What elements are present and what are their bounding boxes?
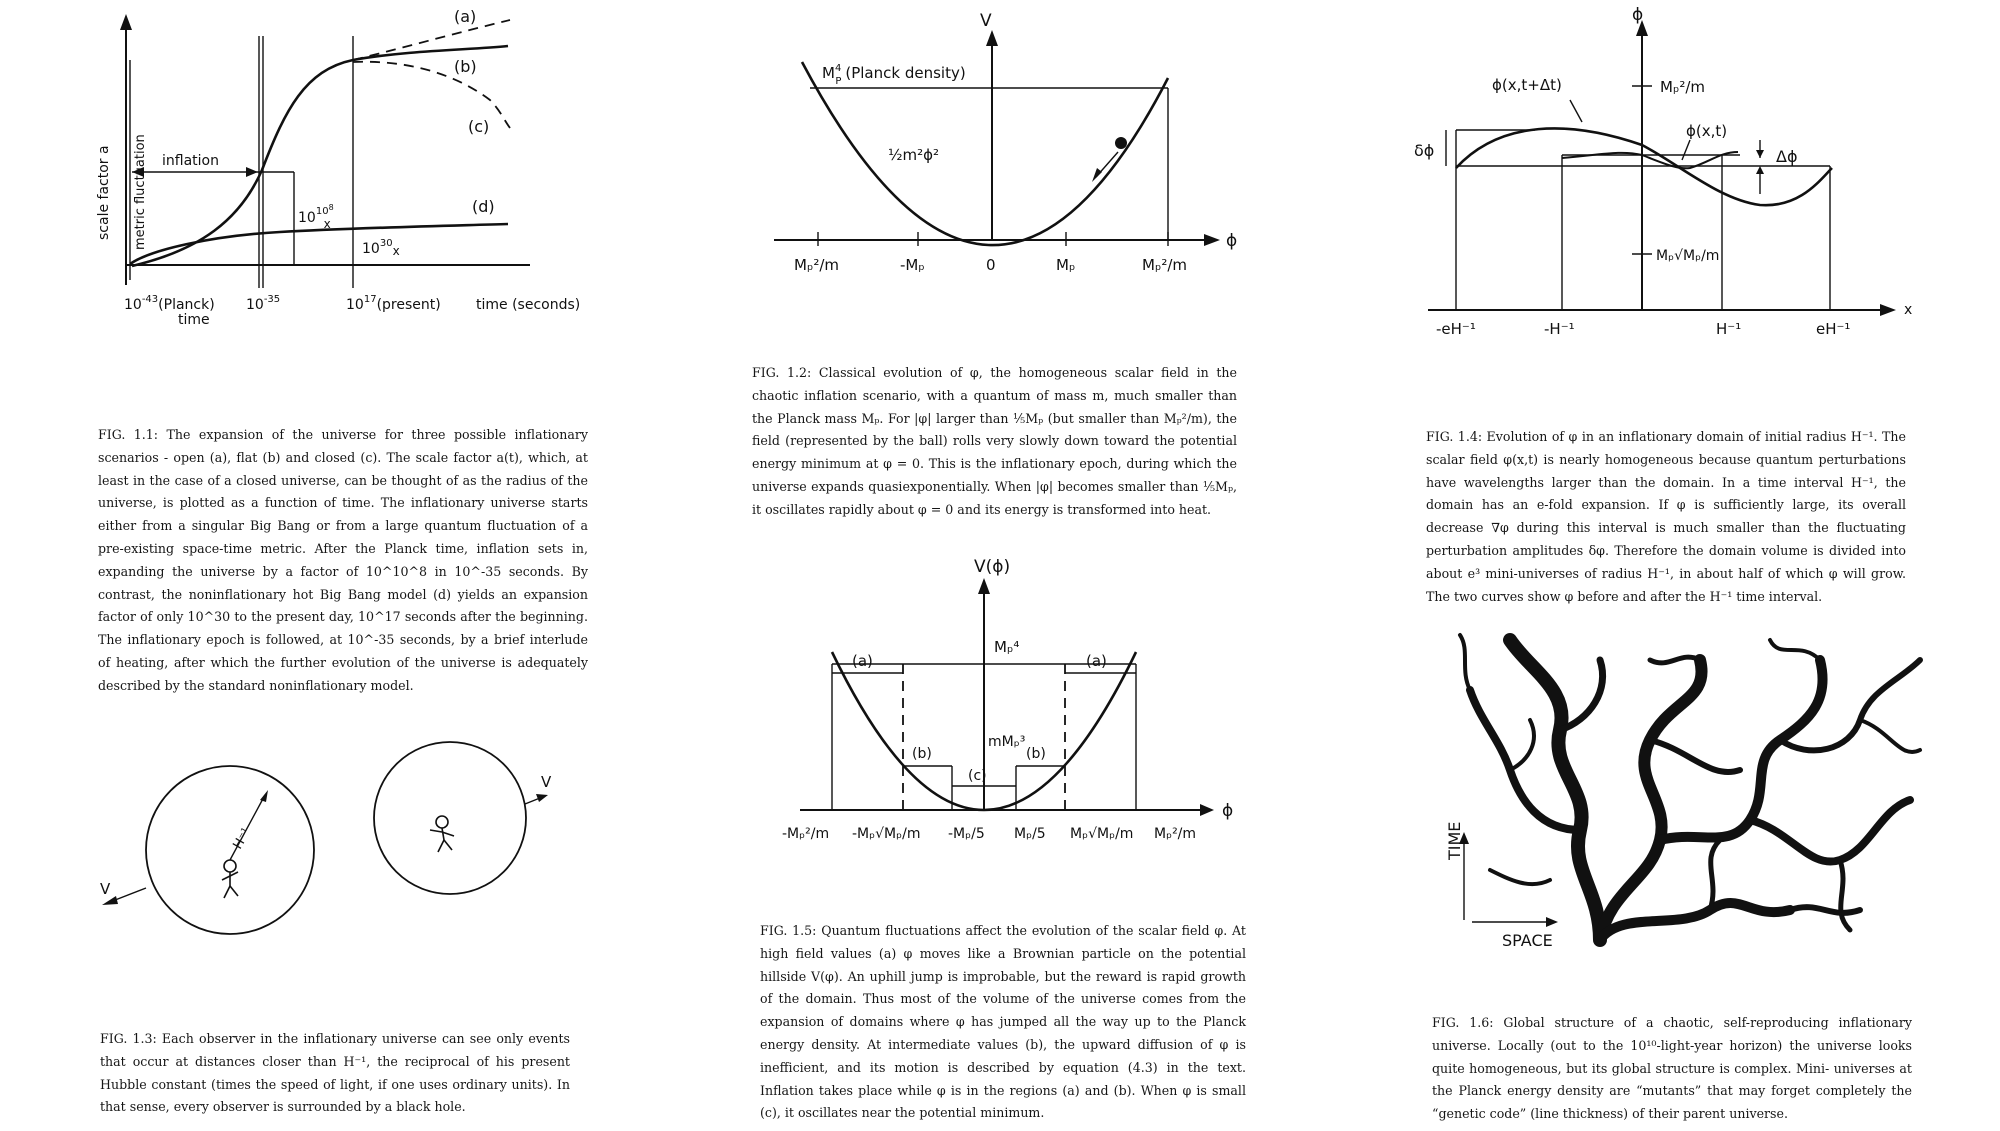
label-c: (c) xyxy=(968,768,987,784)
figure-1-6-plot xyxy=(1445,630,1950,950)
figure-1-4-plot xyxy=(1414,0,1980,340)
potential-label: ½m²ϕ² xyxy=(888,146,940,164)
curve-a xyxy=(353,20,510,60)
caption-text: FIG. 1.3: Each observer in the inflationary universe can see only events that occur at distances closer than H⁻¹, the reciprocal of his present Hubble constant (times the speed of light, if one uses ordinary units). In that sense, every observer is surrounded by a black hole. xyxy=(100,1031,570,1115)
x-axis-arrow xyxy=(1880,304,1896,316)
tick-planck: $10^{-43}(Planck)$ xyxy=(124,294,215,313)
time-label: TIME xyxy=(1445,821,1464,860)
phi-axis-arrow xyxy=(1204,234,1220,246)
tick-neg-h: -H⁻¹ xyxy=(1544,320,1575,338)
mp2m-label: Mₚ²/m xyxy=(1660,78,1706,96)
label-b-left: (b) xyxy=(912,746,932,762)
tick-label-3: 0 xyxy=(986,256,996,274)
pointer-phi-tdt xyxy=(1570,100,1582,122)
label-b-right: (b) xyxy=(1026,746,1046,762)
figure-1-4 xyxy=(1414,0,1980,340)
right-velocity-line xyxy=(525,798,540,804)
tick-3: -Mₚ/5 xyxy=(948,826,985,842)
right-v-label: V xyxy=(541,773,552,791)
label-a-right: (a) xyxy=(1086,652,1107,670)
factor-big: $10^{108}$ x xyxy=(298,203,334,231)
caption-fig-1-3 xyxy=(100,1028,570,1119)
ball xyxy=(1115,137,1127,149)
phi-axis-arrow xyxy=(1200,804,1214,816)
bracket-arrow-right xyxy=(246,167,258,177)
space-label: SPACE xyxy=(1502,931,1553,950)
caption-fig-1-5 xyxy=(760,920,1246,1125)
tick-planck-sub: time xyxy=(178,312,210,328)
phi-t-dt-label: ϕ(x,t+Δt) xyxy=(1492,76,1562,94)
caption-text: FIG. 1.1: The expansion of the universe for three possible inflationary scenarios - open (a), flat (b) and closed (c). The scale factor a(t), which, at least in the case of a closed universe, can be thought of as the radius of the universe, is plotted as a function of time. The inflationary universe starts either from a singular Big Bang or from a large quantum fluctuation of a pre-existing space-time metric. After the Planck time, inflation sets in, expanding the universe by a factor of 10^10^8 in 10^-35 seconds. By contrast, the noninflationary hot Big Bang model (d) yields an expansion factor of only 10^30 to the present day, 10^17 seconds after the beginning. The inflationary epoch is followed, at 10^-35 seconds, by a brief interlude of heating, after which the further evolution of the universe is adequately described by the standard noninflationary model. xyxy=(98,427,588,693)
tick-label-2: -Mₚ xyxy=(900,256,925,274)
label-a: (a) xyxy=(454,7,477,26)
tick-label-4: Mₚ xyxy=(1056,256,1076,274)
caption-fig-1-4 xyxy=(1426,426,1906,608)
phi-axis-label: ϕ xyxy=(1226,231,1238,251)
tick-6: Mₚ²/m xyxy=(1154,826,1197,842)
label-c: (c) xyxy=(468,117,490,136)
y-axis-arrow xyxy=(120,14,132,30)
delta-phi-big-label: Δϕ xyxy=(1776,147,1798,166)
radius-arrow xyxy=(260,790,268,802)
y-axis-sublabel: metric fluctuation xyxy=(133,134,148,250)
v-axis-arrow xyxy=(978,578,990,594)
pointer-phi-t xyxy=(1682,140,1690,160)
phi-axis-label: ϕ xyxy=(1222,801,1234,821)
delta-phi-small-label: δϕ xyxy=(1414,141,1435,160)
potential-curve xyxy=(802,62,1168,245)
caption-fig-1-1 xyxy=(98,424,588,698)
caption-fig-1-2 xyxy=(752,362,1237,522)
tick-2: -Mₚ√Mₚ/m xyxy=(852,826,921,842)
radius-label: H⁻¹ xyxy=(230,825,255,852)
tick-1: -Mₚ²/m xyxy=(782,826,830,842)
figure-1-3 xyxy=(90,770,610,930)
figure-1-3-plot xyxy=(90,770,610,930)
phi-label: ϕ xyxy=(1632,5,1644,25)
tick-label-5: Mₚ²/m xyxy=(1142,256,1188,274)
left-v-label: V xyxy=(100,880,111,898)
caption-text: FIG. 1.2: Classical evolution of φ, the homogeneous scalar field in the chaotic inflation scenario, with a quantum of mass m, much smaller than the Planck mass Mₚ. For |φ| larger than ⅕Mₚ (but smaller than Mₚ²/m), the field (represented by the ball) rolls very slowly down toward the potential energy minimum at φ = 0. This is the inflationary epoch, during which the universe expands quasiexponentially. When |φ| becomes smaller than ⅕Mₚ, it oscillates rapidly about φ = 0 and its energy is transformed into heat. xyxy=(752,365,1237,517)
v-axis-arrow xyxy=(986,30,998,46)
v-label: V xyxy=(980,11,992,31)
label-a-left: (a) xyxy=(852,652,873,670)
caption-fig-1-6 xyxy=(1432,1012,1912,1126)
label-b: (b) xyxy=(454,57,477,76)
factor-small: $10^{30}x$ xyxy=(362,238,400,258)
tick-eh: eH⁻¹ xyxy=(1816,320,1851,338)
m-mp3-label: mMₚ³ xyxy=(988,734,1026,750)
tick-4: Mₚ/5 xyxy=(1014,826,1046,842)
figure-1-1-plot xyxy=(90,0,610,330)
figure-1-1 xyxy=(90,0,610,330)
right-velocity-arrow xyxy=(536,794,548,802)
tick-h: H⁻¹ xyxy=(1716,320,1742,338)
radius-line xyxy=(230,795,265,860)
mp-sqrt-label: Mₚ√Mₚ/m xyxy=(1656,248,1720,264)
x-label: x xyxy=(1904,302,1913,318)
v-phi-label: V(ϕ) xyxy=(974,557,1011,577)
right-horizon-circle xyxy=(374,742,526,894)
left-observer-figure xyxy=(222,860,238,898)
figure-1-5 xyxy=(770,548,1250,860)
inflation-label: inflation xyxy=(162,153,219,169)
y-axis-label: scale factor a xyxy=(96,145,112,240)
branching-universe-structure xyxy=(1460,635,1920,940)
phi-t-label: ϕ(x,t) xyxy=(1686,122,1728,140)
figure-1-2-plot xyxy=(760,0,1240,290)
planck-density-label: $M^4$ P (Planck density) xyxy=(822,63,966,87)
curve-d xyxy=(130,224,508,264)
tick-35: $10^{-35}$ xyxy=(246,294,281,313)
big-delta-head-top xyxy=(1756,150,1764,158)
big-delta-head-bot xyxy=(1756,166,1764,174)
caption-text: FIG. 1.6: Global structure of a chaotic, self-reproducing inflationary universe. Locally (out to the 10¹⁰-light-year horizon) the universe looks quite homogeneous, but its global structure is complex. Mini- universes at the Planck energy density are “mutants” that may forget completely the “genetic code” (line thickness) of their parent universe. xyxy=(1432,1015,1912,1122)
right-observer-figure xyxy=(430,816,454,852)
caption-text: FIG. 1.5: Quantum fluctuations affect the evolution of the scalar field φ. At high field values (a) φ moves like a Brownian particle on the potential hillside V(φ). An uphill jump is improbable, but the reward is rapid growth of the domain. Thus most of the volume of the universe comes from the expansion of domains where φ has jumped all the way up to the Planck energy density. At intermediate values (b), the upward diffusion of φ is inefficient, and its motion is described by equation (4.3) in the text. Inflation takes place while φ is in the regions (a) and (b). When φ is small (c), it oscillates near the potential minimum. xyxy=(760,923,1246,1121)
x-axis-label: time (seconds) xyxy=(476,297,581,313)
curve-after xyxy=(1456,128,1832,205)
figure-1-2 xyxy=(760,0,1240,290)
figure-1-6 xyxy=(1445,630,1950,950)
caption-text: FIG. 1.4: Evolution of φ in an inflationary domain of initial radius H⁻¹. The scalar field φ(x,t) is nearly homogeneous because quantum perturbations have wavelengths larger than the domain. In a time interval H⁻¹, the domain has an e-fold expansion. If φ is sufficiently large, its overall decrease ∇φ during this interval is much smaller than the fluctuating perturbation amplitudes δφ. Therefore the domain volume is divided into about e³ mini-universes of radius H⁻¹, in about half of which φ will grow. The two curves show φ before and after the H⁻¹ time interval. xyxy=(1426,429,1906,604)
roll-arrowhead xyxy=(1092,168,1102,182)
tick-5: Mₚ√Mₚ/m xyxy=(1070,826,1134,842)
space-axis-arrow xyxy=(1546,917,1558,927)
figure-1-5-plot xyxy=(770,548,1250,860)
tick-label-1: Mₚ²/m xyxy=(794,256,840,274)
mp4-label: Mₚ⁴ xyxy=(994,638,1020,656)
label-d: (d) xyxy=(472,197,495,216)
left-horizon-circle xyxy=(146,766,314,934)
tick-neg-eh: -eH⁻¹ xyxy=(1436,320,1476,338)
tick-present: $10^{17}(present)$ xyxy=(346,294,441,313)
